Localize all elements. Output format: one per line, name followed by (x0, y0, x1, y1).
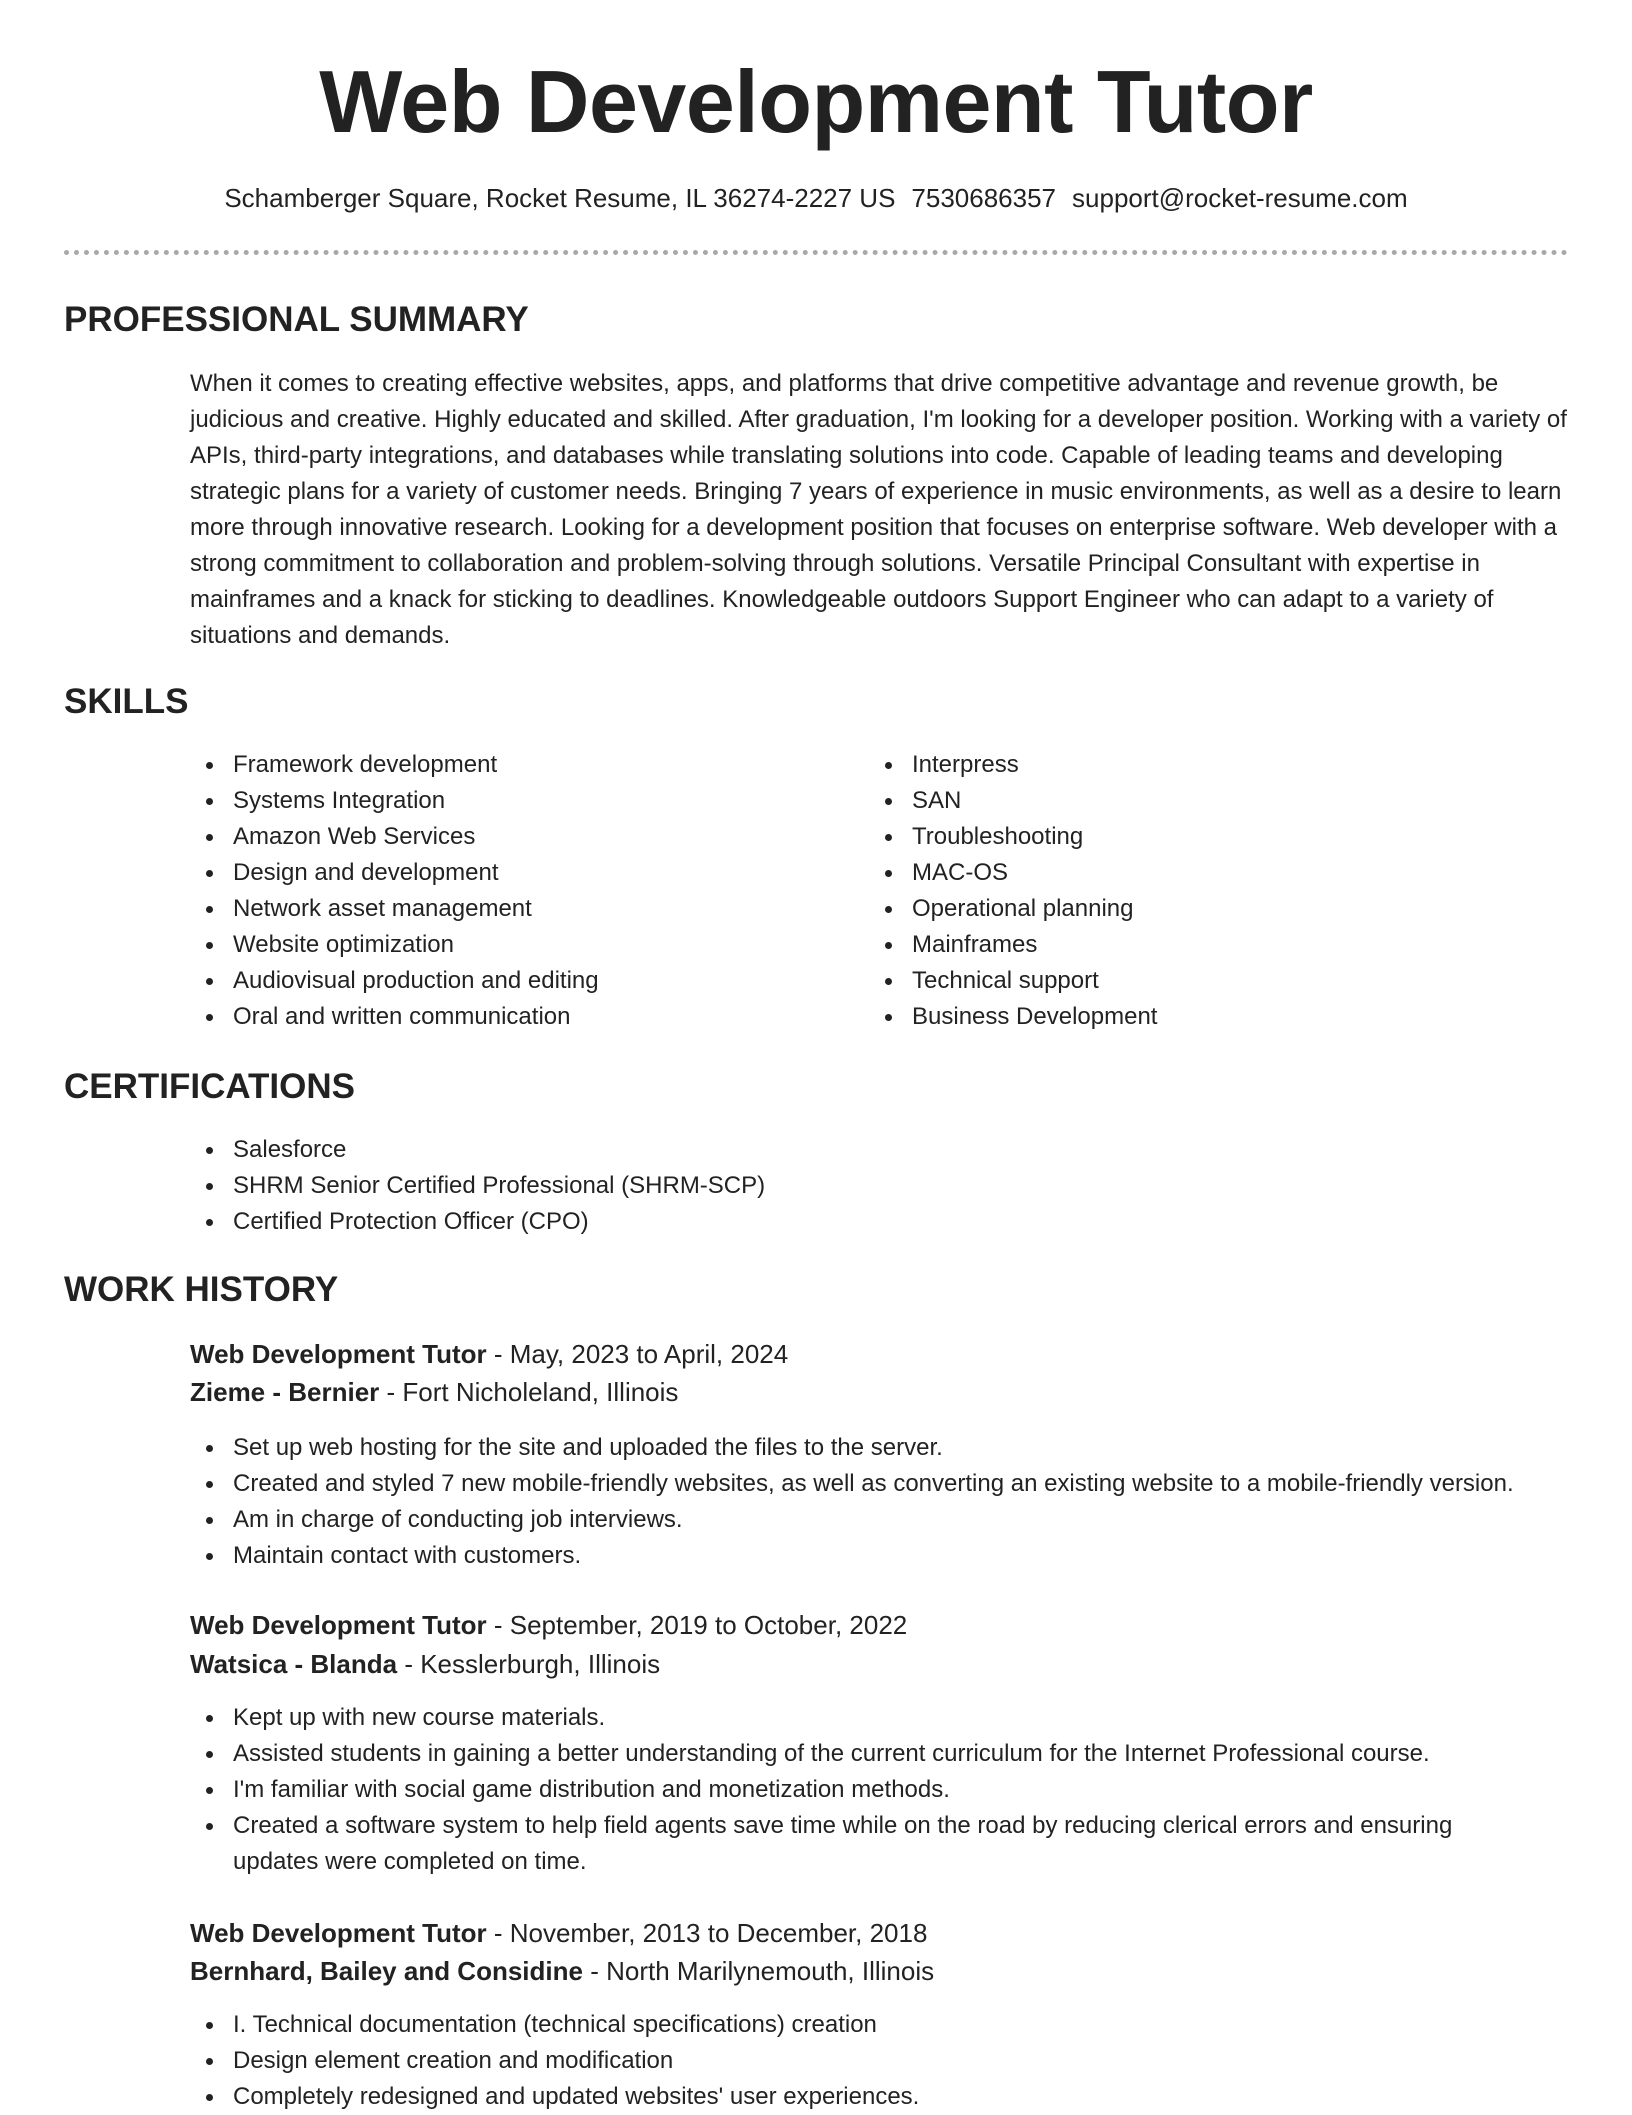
job-bullet: I. Technical documentation (technical specifications) creation (190, 2007, 1520, 2043)
job-dates: - September, 2019 to October, 2022 (486, 1610, 908, 1640)
job-company-line (190, 1952, 934, 1990)
job-bullet: Design element creation and modification (190, 2043, 1520, 2079)
job-bullet: Am in charge of conducting job interviews. (190, 1502, 1590, 1538)
job-location: - Kesslerburgh, Illinois (397, 1649, 661, 1679)
job-bullet: Set up web hosting for the site and uploaded the files to the server. (190, 1430, 1590, 1466)
skill-item: Design and development (190, 855, 830, 891)
contact-email: support@rocket-resume.com (1072, 183, 1408, 213)
certification-item: SHRM Senior Certified Professional (SHRM-SCP) (190, 1168, 1570, 1204)
certification-item: Certified Protection Officer (CPO) (190, 1204, 1570, 1240)
skill-item: Network asset management (190, 891, 830, 927)
job-company: Bernhard, Bailey and Considine (190, 1956, 583, 1986)
job-bullet: Kept up with new course materials. (190, 1700, 1520, 1736)
job-bullet: Completely redesigned and updated websites' user experiences. (190, 2079, 1520, 2115)
job-title-line (190, 1606, 907, 1644)
job-title: Web Development Tutor (190, 1339, 487, 1369)
job-dates: - November, 2013 to December, 2018 (486, 1918, 928, 1948)
job-bullet: Created a software system to help field agents save time while on the road by reducing clerical errors and ensuring updates were completed on time. (190, 1808, 1520, 1880)
job-bullet: Maintain contact with customers. (190, 1538, 1590, 1574)
job-title-line (190, 1914, 927, 1952)
skill-item: MAC-OS (869, 855, 1509, 891)
contact-address: Schamberger Square, Rocket Resume, IL 36274-2227 US (224, 183, 896, 213)
job-bullets (190, 1430, 1590, 1574)
skill-item: Systems Integration (190, 783, 830, 819)
job-title: Web Development Tutor (190, 1610, 487, 1640)
section-title-skills: SKILLS (64, 682, 189, 721)
job-company: Watsica - Blanda (190, 1649, 398, 1679)
section-title-certifications: CERTIFICATIONS (64, 1067, 356, 1106)
certifications-list (190, 1132, 1570, 1240)
skill-item: Framework development (190, 747, 830, 783)
job-location: - Fort Nicholeland, Illinois (379, 1377, 679, 1407)
job-location: - North Marilynemouth, Illinois (582, 1956, 935, 1986)
summary-text: When it comes to creating effective websites, apps, and platforms that drive competitive advantage and revenue growth, be judicious and creative. Highly educated and skilled. After graduation, I'm looking for a developer position. Working with a variety of APIs, third-party integrations, and databases while translating solutions into code. Capable of leading teams and developing strategic plans for a variety of customer needs. Bringing 7 years of experience in music environments, as well as a desire to learn more through innovative research. Looking for a development position that focuses on enterprise software. Web developer with a strong commitment to collaboration and problem-solving through solutions. Versatile Principal Consultant with expertise in mainframes and a knack for sticking to deadlines. Knowledgeable outdoors Support Engineer who can adapt to a variety of situations and demands. (190, 370, 1567, 649)
job-bullet: Created and styled 7 new mobile-friendly websites, as well as converting an existing website to a mobile-friendly version. (190, 1466, 1590, 1502)
skill-item: Website optimization (190, 927, 830, 963)
resume-name: Web Development Tutor (319, 52, 1313, 151)
skill-item: Mainframes (869, 927, 1509, 963)
job-bullet: I'm familiar with social game distribution and monetization methods. (190, 1772, 1520, 1808)
job-bullet: Assisted students in gaining a better understanding of the current curriculum for the Internet Professional course. (190, 1736, 1520, 1772)
skills-list-left (190, 747, 830, 1035)
skill-item: Business Development (869, 999, 1509, 1035)
skill-item: Audiovisual production and editing (190, 963, 830, 999)
job-title-line (190, 1335, 788, 1373)
job-company-line (190, 1373, 678, 1411)
job-company: Zieme - Bernier (190, 1377, 380, 1407)
job-bullets (190, 1700, 1520, 1880)
skill-item: Oral and written communication (190, 999, 830, 1035)
certification-item: Salesforce (190, 1132, 1570, 1168)
contact-line (0, 180, 1632, 216)
job-title: Web Development Tutor (190, 1918, 487, 1948)
job-dates: - May, 2023 to April, 2024 (486, 1339, 789, 1369)
skill-item: Technical support (869, 963, 1509, 999)
section-title-summary: PROFESSIONAL SUMMARY (64, 300, 529, 339)
header-divider (64, 250, 1568, 255)
job-bullets (190, 2007, 1520, 2115)
skill-item: Troubleshooting (869, 819, 1509, 855)
skill-item: Operational planning (869, 891, 1509, 927)
section-title-work-history: WORK HISTORY (64, 1270, 339, 1309)
job-company-line (190, 1645, 660, 1683)
skill-item: SAN (869, 783, 1509, 819)
skills-list-right (869, 747, 1509, 1035)
skill-item: Amazon Web Services (190, 819, 830, 855)
skill-item: Interpress (869, 747, 1509, 783)
contact-phone: 7530686357 (911, 183, 1057, 213)
